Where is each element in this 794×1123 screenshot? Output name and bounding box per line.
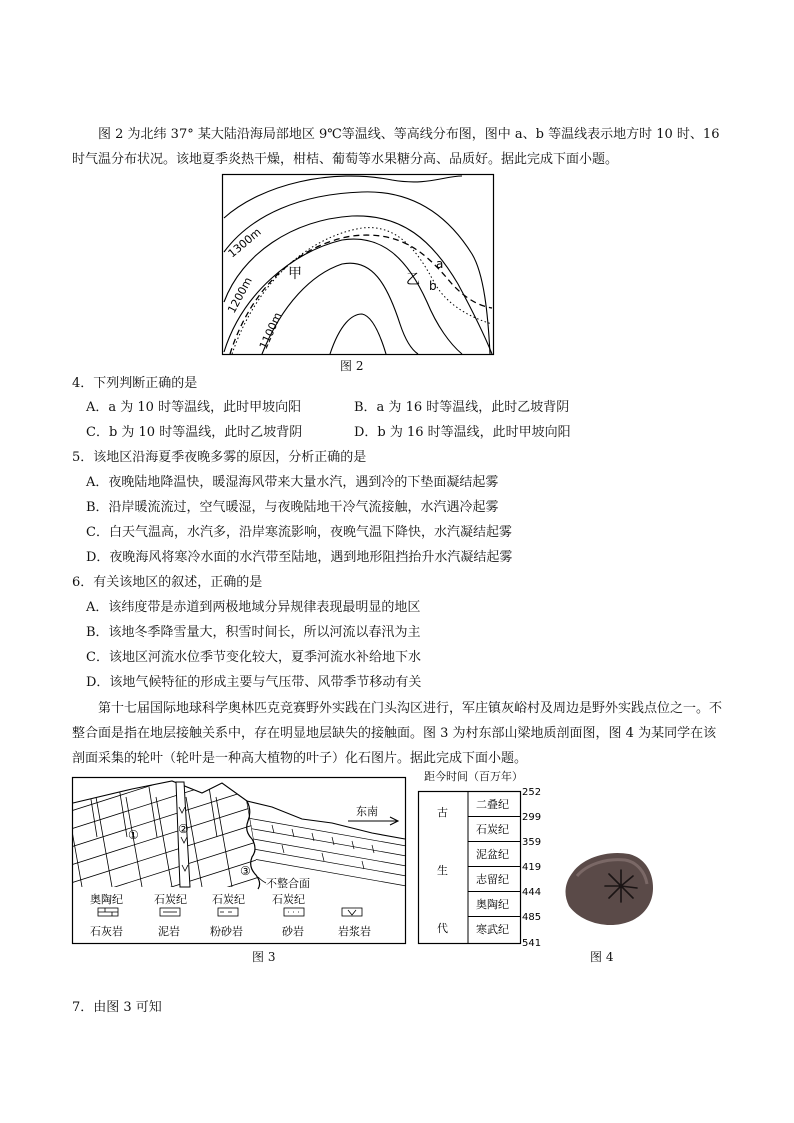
question-6-option-a[interactable]: A．该纬度带是赤道到两极地域分异规律表现最明显的地区 xyxy=(86,600,421,615)
legend-rock-2: 泥岩 xyxy=(158,925,180,938)
question-7-stem: 7．由图 3 可知 xyxy=(72,1000,162,1015)
age-252: 252 xyxy=(522,787,542,798)
figure-2-caption: 图 2 xyxy=(340,359,364,373)
question-4-option-b[interactable]: B．a 为 16 时等温线，此时乙坡背阴 xyxy=(354,400,570,415)
marker-2: ② xyxy=(178,822,189,836)
label-jia: 甲 xyxy=(288,266,302,282)
intro-paragraph-2: 第十七届国际地球科学奥林匹克竞赛野外实践在门头沟区进行，军庄镇灰峪村及周边是野外实践点位之一。不整合面是指在地层接触关系中，存在明显地层缺失的接触面。图 3 为村东部山梁地质剖面图，图 4 为某同学在该剖面采集的轮叶（轮叶是一种高大植物的叶子）化石图片。据此完成下面小题。 xyxy=(72,701,723,766)
timescale-header: 距今时间（百万年） xyxy=(424,770,523,783)
period-ordovician: 奥陶纪 xyxy=(476,898,509,911)
era-char-3: 代 xyxy=(437,922,448,935)
era-char-2: 生 xyxy=(437,864,448,877)
question-5-option-a[interactable]: A．夜晚陆地降温快，暖湿海风带来大量水汽，遇到冷的下垫面凝结起雾 xyxy=(86,475,499,490)
carboniferous-label: 石炭纪 xyxy=(272,893,305,906)
legend-period-3: 石炭纪 xyxy=(212,893,245,906)
age-485: 485 xyxy=(522,912,542,923)
period-carboniferous: 石炭纪 xyxy=(476,823,509,836)
question-4-stem: 4．下列判断正确的是 xyxy=(72,376,198,391)
marker-1: ① xyxy=(128,828,139,842)
figure-4-caption: 图 4 xyxy=(590,950,614,964)
legend-period-2: 石炭纪 xyxy=(154,893,187,906)
question-5-option-b[interactable]: B．沿岸暖流流过，空气暖湿，与夜晚陆地干冷气流接触，水汽遇冷起雾 xyxy=(86,500,499,515)
timescale-table xyxy=(418,786,542,949)
label-a: a xyxy=(436,257,444,271)
question-4-option-c[interactable]: C．b 为 10 时等温线，此时乙坡背阴 xyxy=(86,425,303,440)
intro-paragraph-1: 图 2 为北纬 37° 某大陆沿海局部地区 9℃等温线、等高线分布图，图中 a、b 等温线表示地方时 10 时、16 时气温分布状况。该地夏季炎热干燥，柑桔、葡萄等水果糖分高、品质好。据此完成下面小题。 xyxy=(72,127,720,167)
question-4-option-a[interactable]: A．a 为 10 时等温线，此时甲坡向阳 xyxy=(86,400,302,415)
question-5-option-d[interactable]: D．夜晚海风将寒冷水面的水汽带至陆地，遇到地形阻挡抬升水汽凝结起雾 xyxy=(86,550,513,565)
question-6-option-b[interactable]: B．该地冬季降雪量大，积雪时间长，所以河流以春汛为主 xyxy=(86,625,421,640)
figure-4-fossil-image xyxy=(563,850,655,926)
label-1300m: 1300m xyxy=(225,225,264,261)
question-6-option-c[interactable]: C．该地区河流水位季节变化较大，夏季河流水补给地下水 xyxy=(86,650,421,665)
label-1100m: 1100m xyxy=(256,310,285,352)
legend-period-1: 奥陶纪 xyxy=(90,893,123,906)
label-1200m: 1200m xyxy=(225,275,255,316)
period-devonian: 泥盆纪 xyxy=(476,848,509,861)
age-541: 541 xyxy=(522,938,542,949)
label-b: b xyxy=(429,279,437,293)
direction-label: 东南 xyxy=(356,805,378,818)
age-359: 359 xyxy=(522,837,542,848)
legend-rock-3: 粉砂岩 xyxy=(210,925,243,938)
period-permian: 二叠纪 xyxy=(476,798,509,811)
question-5-stem: 5．该地区沿海夏季夜晚多雾的原因，分析正确的是 xyxy=(72,450,367,465)
question-5-option-c[interactable]: C．白天气温高，水汽多，沿岸寒流影响，夜晚气温下降快，水汽凝结起雾 xyxy=(86,525,512,540)
legend-rock-5: 岩浆岩 xyxy=(338,925,371,938)
unconformity-label: 不整合面 xyxy=(266,877,310,890)
marker-3: ③ xyxy=(240,864,251,878)
label-yi: 乙 xyxy=(406,272,420,288)
question-6-option-d[interactable]: D．该地气候特征的形成主要与气压带、风带季节移动有关 xyxy=(86,675,422,690)
legend-rock-1: 石灰岩 xyxy=(90,925,123,938)
figure-3-geologic-profile xyxy=(72,777,406,944)
figure-3-caption: 图 3 xyxy=(252,950,276,964)
age-419: 419 xyxy=(522,862,542,873)
age-299: 299 xyxy=(522,812,542,823)
legend-rock-4: 砂岩 xyxy=(282,925,304,938)
period-cambrian: 寒武纪 xyxy=(476,923,509,936)
question-6-stem: 6．有关该地区的叙述，正确的是 xyxy=(72,575,263,590)
question-4-option-d[interactable]: D．b 为 16 时等温线，此时甲坡向阳 xyxy=(354,425,571,440)
figure-2-contour-map xyxy=(222,174,494,356)
age-444: 444 xyxy=(522,887,542,898)
era-char-1: 古 xyxy=(437,806,448,819)
period-silurian: 志留纪 xyxy=(476,873,509,886)
